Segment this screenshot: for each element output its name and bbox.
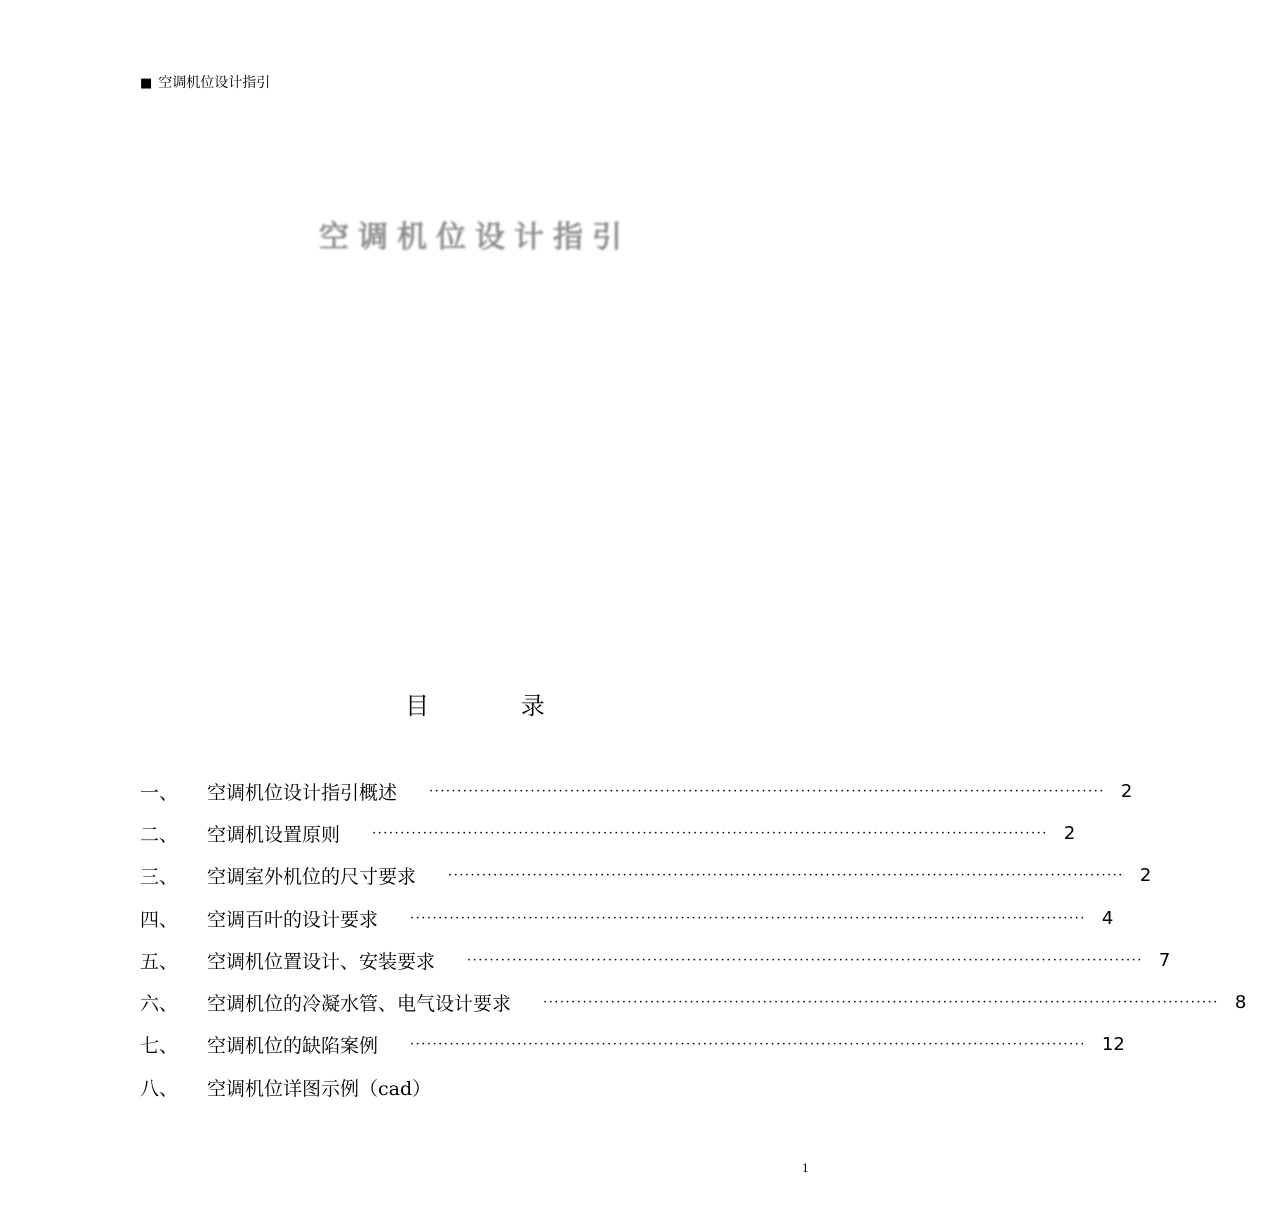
square-bullet-icon: ■ xyxy=(140,76,153,91)
toc-entry-page: 7 xyxy=(1158,949,1171,971)
toc-entry-number: 五、 xyxy=(140,950,179,973)
toc-heading: 目 录 xyxy=(405,692,587,720)
toc-leader-dots: ························································································································ xyxy=(410,1037,1086,1053)
toc-entry[interactable] xyxy=(140,812,1076,854)
toc-entry-number: 四、 xyxy=(140,908,179,931)
toc-entry-page: 12 xyxy=(1101,1034,1125,1056)
running-header xyxy=(140,74,270,93)
toc-entry-number: 三、 xyxy=(140,866,179,889)
toc-leader-dots: ························································································································ xyxy=(543,995,1219,1011)
page-number: 1 xyxy=(802,1160,809,1175)
toc-entry-page: 8 xyxy=(1234,992,1247,1014)
toc-entry-number: 八、 xyxy=(140,1077,179,1100)
toc-entry-label: 空调机位详图示例（cad） xyxy=(207,1077,432,1100)
toc-entry-label: 空调室外机位的尺寸要求 xyxy=(207,866,417,889)
toc-entry[interactable] xyxy=(140,981,1247,1023)
document-title: 空调机位设计指引 xyxy=(319,220,631,255)
toc-leader-dots: ························································································································ xyxy=(448,868,1124,884)
toc-entry[interactable] xyxy=(140,939,1171,981)
toc-entry-label: 空调机位的缺陷案例 xyxy=(207,1035,379,1058)
toc-leader-dots: ························································································································ xyxy=(410,910,1086,926)
toc-entry[interactable] xyxy=(140,897,1114,939)
toc-entry-number: 六、 xyxy=(140,993,179,1016)
table-of-contents xyxy=(140,770,1247,1108)
toc-entry-page: 2 xyxy=(1139,865,1152,887)
toc-entry-page: 2 xyxy=(1120,780,1133,802)
header-text: 空调机位设计指引 xyxy=(158,75,271,91)
toc-entry[interactable] xyxy=(140,855,1152,897)
toc-leader-dots: ························································································································ xyxy=(467,952,1143,968)
toc-entry-number: 二、 xyxy=(140,823,179,846)
toc-entry[interactable] xyxy=(140,1066,800,1108)
toc-entry-page: 4 xyxy=(1101,907,1114,929)
toc-entry-label: 空调机位设计指引概述 xyxy=(207,781,398,804)
toc-entry[interactable] xyxy=(140,770,1133,812)
toc-entry-label: 空调百叶的设计要求 xyxy=(207,908,379,931)
toc-leader-dots: ························································································································ xyxy=(429,783,1105,799)
toc-entry[interactable] xyxy=(140,1024,1125,1066)
toc-entry-page: 2 xyxy=(1063,822,1076,844)
toc-entry-number: 七、 xyxy=(140,1035,179,1058)
toc-leader-dots: ························································································································ xyxy=(372,825,1048,841)
toc-entry-label: 空调机设置原则 xyxy=(207,823,341,846)
toc-entry-label: 空调机位的冷凝水管、电气设计要求 xyxy=(207,993,512,1016)
toc-entry-label: 空调机位置设计、安装要求 xyxy=(207,950,436,973)
toc-entry-number: 一、 xyxy=(140,781,179,804)
